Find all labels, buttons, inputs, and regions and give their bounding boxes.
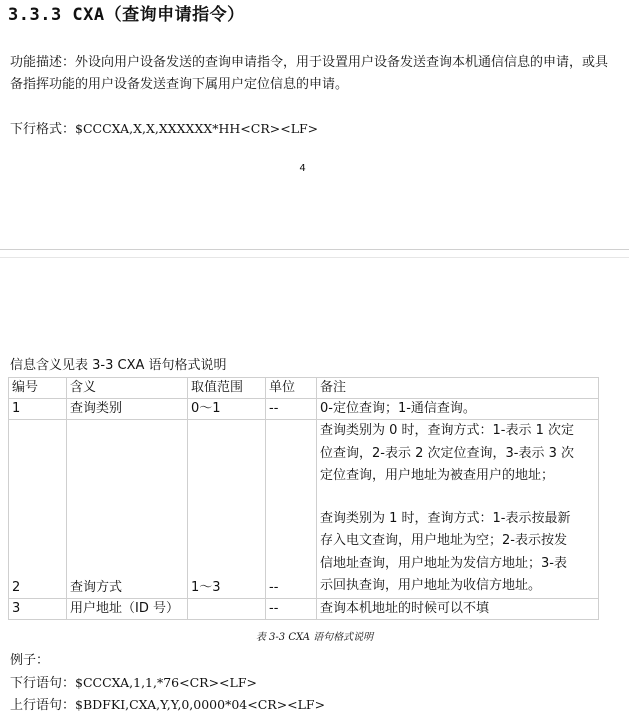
- header-cell-no: 编号: [9, 378, 67, 399]
- cxa-format-table: [8, 377, 599, 620]
- cell-unit: --: [266, 598, 317, 619]
- cell-range: 0～1: [188, 399, 266, 420]
- cell-unit: --: [266, 399, 317, 420]
- note-line: 信地址查询，用户地址为发信方地址；3-表: [320, 555, 567, 571]
- cell-meaning: 查询类别: [67, 399, 188, 420]
- cell-unit: --: [266, 420, 317, 599]
- note-line: 查询本机地址的时候可以不填: [320, 600, 490, 616]
- downlink-format: [10, 118, 615, 141]
- note-line: 定位查询，用户地址为被查用户的地址；: [320, 468, 555, 483]
- table-row: [9, 399, 599, 420]
- section-heading: [8, 0, 245, 25]
- cell-note: [317, 598, 599, 619]
- cell-note: [317, 399, 599, 420]
- function-description: 功能描述：外设向用户设备发送的查询申请指令，用于设置用户设备发送查询本机通信信息的申请，或具备指挥功能的用户设备发送查询下属用户定位信息的申请。: [10, 55, 609, 92]
- section-number: 3.3.3 CXA: [8, 5, 105, 25]
- page-divider-secondary: [0, 257, 629, 258]
- table-title: 信息含义见表 3-3 CXA 语句格式说明: [10, 358, 227, 373]
- header-cell-meaning: 含义: [67, 378, 188, 399]
- downlink-format-label: 下行格式：: [10, 122, 76, 137]
- cell-no: 2: [9, 420, 67, 599]
- table-header-row: [9, 378, 599, 399]
- example-uplink-label: 上行语句：: [10, 698, 76, 713]
- header-cell-unit: 单位: [266, 378, 317, 399]
- cell-range: [188, 598, 266, 619]
- example-uplink-value: $BDFKI,CXA,Y,Y,0,0000*04<CR><LF>: [75, 697, 326, 712]
- table-row: [9, 598, 599, 619]
- cell-range: 1～3: [188, 420, 266, 599]
- note-line: 示回执查询，用户地址为收信方地址。: [320, 578, 542, 593]
- note-line: 0-定位查询；1-通信查询。: [320, 401, 476, 416]
- cell-note: [317, 420, 599, 599]
- example-downlink: [10, 673, 257, 694]
- cell-meaning: 用户地址（ID 号）: [67, 598, 188, 619]
- table-caption: 表 3-3 CXA 语句格式说明: [255, 632, 374, 643]
- note-line: 存入电文查询，用户地址为空；2-表示按发: [320, 533, 567, 548]
- example-uplink: [10, 695, 325, 716]
- header-cell-note: 备注: [317, 378, 599, 399]
- example-downlink-value: $CCCXA,1,1,*76<CR><LF>: [75, 675, 257, 690]
- cell-meaning: 查询方式: [67, 420, 188, 599]
- cell-no: 3: [9, 598, 67, 619]
- downlink-format-value: $CCCXA,X,X,XXXXXX*HH<CR><LF>: [75, 121, 319, 136]
- section-title: （查询申请指令）: [104, 5, 245, 25]
- page-divider: [0, 249, 629, 250]
- note-line: 查询类别为 0 时，查询方式：1-表示 1 次定: [320, 423, 575, 438]
- header-cell-range: 取值范围: [188, 378, 266, 399]
- cell-no: 1: [9, 399, 67, 420]
- example-downlink-label: 下行语句：: [10, 676, 76, 691]
- note-spacer: [320, 488, 595, 508]
- table-row: [9, 420, 599, 599]
- example-label: 例子：: [10, 653, 50, 668]
- page-number: 4: [299, 163, 306, 174]
- note-line: 位查询，2-表示 2 次定位查询，3-表示 3 次: [320, 445, 574, 461]
- note-line: 查询类别为 1 时，查询方式：1-表示按最新: [320, 510, 571, 526]
